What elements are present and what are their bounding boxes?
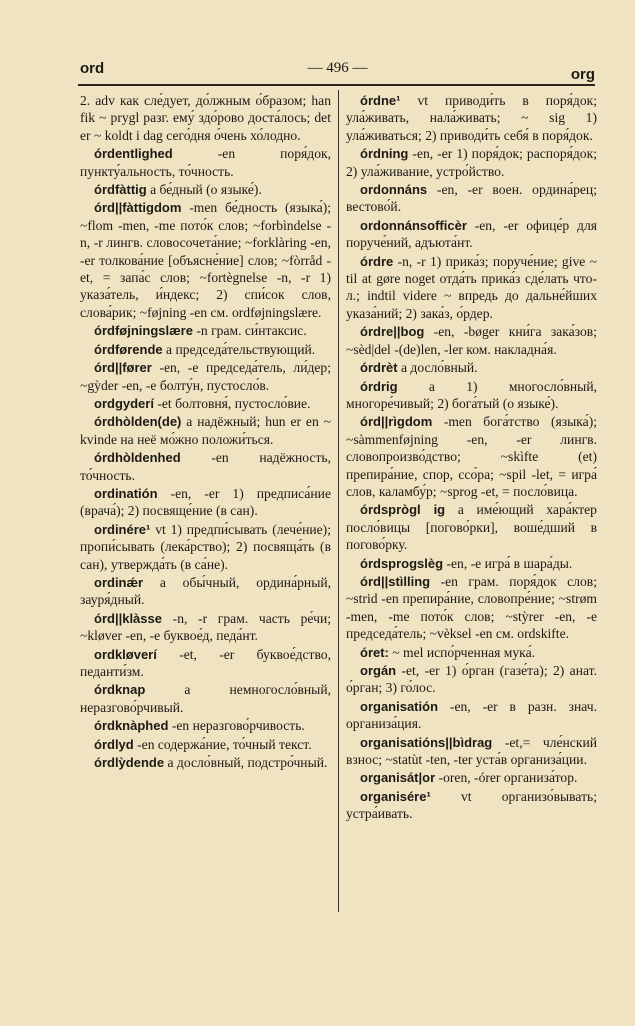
dictionary-entry: [80, 322, 331, 339]
dictionary-entry: [346, 253, 597, 323]
entry-definition: -en, -er офице́р для поруче́ний, адъюта́нт.: [346, 217, 597, 251]
entry-definition: -en, -er 1) предписа́ние (врача́); 2) посвяще́ние (в сан).: [80, 485, 331, 519]
entry-headword: ordgyderí: [94, 395, 154, 411]
page-header: [80, 60, 595, 82]
entry-headword: organisatión: [360, 698, 439, 714]
entry-headword: órdsprogslèg: [360, 555, 444, 571]
entry-definition: -en неразгово́рчивость.: [171, 718, 305, 734]
entry-definition: -en, -er 1) поря́док; распоря́док; 2) ула́живание, устро́йство.: [346, 146, 597, 179]
entry-headword: ordinǽr: [94, 574, 144, 590]
entry-headword: órd||rìgdom: [360, 414, 433, 430]
entry-headword: organisére¹: [360, 788, 431, 804]
entry-headword: órdknàphed: [94, 718, 169, 734]
dictionary-entry: [346, 573, 597, 643]
left-running-headword: ord: [80, 60, 105, 77]
dictionary-entry: [80, 341, 331, 358]
entry-definition: 2. adv как сле́дует, до́лжным о́бразом; han fik ~ prygl разг. ему́ здо́рово доста́лось; det er ~ koldt i dag сего́дня о́чень хо́лодно.: [80, 93, 331, 143]
entry-definition: vt приводи́ть в поря́док; ула́живать, нала́живать; ~ sig 1) ула́живаться; 2) приводи́ть себя́ в поря́док.: [346, 93, 597, 143]
entry-headword: organisát|or: [360, 770, 436, 786]
dictionary-entry: [80, 646, 331, 681]
dictionary-entry: [346, 662, 597, 697]
entry-definition: a надёжный; hun er en ~ kvinde на неё мо́жно положи́ться.: [80, 414, 331, 447]
entry-headword: ordonnáns: [360, 182, 428, 198]
dictionary-entry: [346, 788, 597, 823]
dictionary-entry: [80, 449, 331, 484]
entry-headword: ordonnánsofficèr: [360, 217, 467, 233]
entry-definition: -et, -er 1) о́рган (газе́та); 2) анат. о́рган; 3) го́лос.: [346, 663, 597, 696]
dictionary-entry: [80, 610, 331, 645]
dictionary-entry: [80, 574, 331, 609]
dictionary-entry: [346, 769, 597, 786]
entry-definition: -en, -er в разн. знач. организа́ция.: [346, 698, 597, 732]
dictionary-entry: [80, 521, 331, 573]
entry-definition: -en, -er воен. ордина́рец; вестово́й.: [346, 182, 597, 215]
entry-headword: órd||fàttigdom: [94, 200, 182, 216]
entry-definition: -en, -e игра́ в шара́ды.: [446, 555, 573, 571]
entry-headword: órdning: [360, 146, 409, 162]
entry-headword: órdlỳdende: [94, 755, 165, 771]
dictionary-entry: [346, 378, 597, 413]
entry-definition: -en содержа́ние, то́чный текст.: [137, 736, 312, 752]
entry-definition: -oren, -órer организа́тор.: [438, 770, 578, 786]
entry-definition: -n, -r 1) прика́з; поруче́ние; give ~ til at gøre noget отда́ть прика́з сде́лать что-л.; indtil videre ~ впредь до дальне́йших указа́ний; 2) зака́з, о́рдер.: [346, 253, 597, 321]
entry-definition: -et, -er буквое́дство, педанти́зм.: [80, 646, 331, 679]
entry-headword: órdre||bog: [360, 324, 425, 340]
entry-headword: órd||fører: [94, 360, 152, 376]
dictionary-entry: [80, 181, 331, 198]
entry-definition: vt 1) предпи́сывать (лече́ние); пропи́сывать (лека́рство); 2) посвяща́ть (в сан), утвержда́ть (в са́не).: [80, 521, 331, 572]
dictionary-entry: [346, 501, 597, 553]
dictionary-entry: [80, 736, 331, 753]
entry-definition: ~ mel испо́рченная мука́.: [392, 644, 536, 660]
entry-headword: órdhòldenhed: [94, 450, 181, 466]
entry-definition: -en, -bøger кни́га зака́зов; ~sèd|del -(de)len, -ler ком. накладна́я.: [346, 324, 597, 357]
entry-headword: órdføjningslære: [94, 323, 193, 339]
dictionary-entry: [346, 359, 597, 376]
dictionary-entry: [80, 754, 331, 771]
entry-headword: ordkløverí: [94, 646, 157, 662]
entry-headword: ordinatión: [94, 485, 158, 501]
entry-definition: -men бога́тство (языка́); ~sàmmenføjning -en, -er лингв. словопроизво́дство; ~skìfte (et) препира́ние, спор, ссо́ра; ~spil -let, = игра́ слов, каламбу́р; ~sprog -et, = посло́вица.: [346, 414, 597, 499]
entry-headword: órdne¹: [360, 93, 401, 108]
page-number: — 496 —: [307, 60, 368, 76]
entry-headword: ordinére¹: [94, 521, 151, 537]
entry-headword: órdsprògl ig: [360, 502, 446, 518]
entry-definition: a досло́вный, подстро́чный.: [167, 755, 328, 771]
entry-headword: órdfàttig: [94, 182, 147, 198]
entry-definition: -en, -e председа́тель, ли́дер; ~gỳder -en, -e болту́н, пустосло́в.: [80, 360, 331, 393]
dictionary-entry: [346, 644, 597, 661]
entry-headword: organisatións||bìdrag: [360, 734, 493, 750]
dictionary-entry: [80, 717, 331, 734]
entry-headword: órdførende: [94, 341, 163, 357]
entry-headword: órdrig: [360, 378, 398, 394]
entry-headword: órd||stìlling: [360, 573, 431, 589]
dictionary-entry: [80, 145, 331, 180]
entry-definition: -n грам. си́нтаксис.: [196, 323, 307, 339]
dictionary-entry: [80, 485, 331, 520]
dictionary-entry: [346, 698, 597, 733]
entry-headword: orgán: [360, 663, 397, 678]
entry-definition: a обы́чный, ордина́рный, зауря́дный.: [80, 574, 331, 608]
dictionary-entry: [346, 323, 597, 358]
dictionary-entry: [80, 92, 331, 144]
entry-definition: vt организо́вывать; устра́ивать.: [346, 788, 597, 822]
entry-headword: órd||klàsse: [94, 610, 162, 626]
entry-headword: órdre: [360, 253, 394, 269]
dictionary-entry: [346, 413, 597, 500]
entry-headword: órdentlighed: [94, 146, 173, 162]
entry-headword: órdhòlden(de): [94, 414, 182, 430]
header-rule: [78, 84, 595, 86]
entry-headword: óret:: [360, 644, 389, 660]
entry-definition: -en надёжность, то́чность.: [80, 450, 331, 483]
dictionary-entry: [80, 395, 331, 412]
entry-definition: a 1) многосло́вный, многоре́чивый; 2) бога́тый (о языке́).: [346, 378, 597, 411]
entry-headword: órdknap: [94, 682, 146, 698]
dictionary-entry: [80, 199, 331, 321]
entry-definition: -men бе́дность (языка́); ~flom -men, -me пото́к слов; ~forbìndelse -n, -r лингв. словосочета́ние; ~forklàring -en, -er толкова́ние [объясне́ние] слов; ~fòrråd -et, = запа́с слов; ~fortègnelse -n, -r 1) указа́тель, и́ндекс; 2) спи́сок слов, слова́рик; ~føjning -en см. ordføjningslære.: [80, 200, 331, 320]
entry-definition: a досло́вный.: [400, 360, 478, 376]
entry-definition: -n, -r грам. часть ре́чи; ~kløver -en, -e буквое́д, педа́нт.: [80, 610, 331, 644]
left-column: [80, 92, 331, 772]
dictionary-entry: [346, 92, 597, 144]
entry-headword: órdrèt: [360, 360, 398, 376]
entry-definition: a име́ющий хара́ктер посло́вицы [погово́рки], воше́дший в погово́рку.: [346, 502, 597, 553]
entry-definition: -et болтовня́, пустосло́вие.: [157, 395, 311, 411]
dictionary-entry: [80, 359, 331, 394]
entry-definition: a председа́тельствующий.: [166, 341, 316, 357]
column-divider: [338, 90, 339, 912]
entry-definition: a бе́дный (о языке́).: [150, 182, 262, 198]
entry-definition: -et,= чле́нский взнос; ~statùt -ten, -ter уста́в организа́ции.: [346, 734, 597, 768]
right-running-headword: org: [570, 66, 595, 83]
right-column: [346, 92, 597, 824]
dictionary-entry: [346, 555, 597, 572]
entry-definition: -en грам. поря́док слов; ~strid -en препира́ние, словопре́ние; ~strøm -men, -me пото́к слов; ~stỳrer -en, -e председа́тель; ~vèksel -en см. ordskifte.: [346, 573, 597, 642]
dictionary-entry: [346, 217, 597, 252]
dictionary-entry: [80, 413, 331, 448]
dictionary-entry: [346, 145, 597, 180]
entry-definition: -en поря́док, пункту́альность, то́чность.: [80, 146, 331, 179]
entry-definition: a немногосло́вный, неразгово́рчивый.: [80, 682, 331, 715]
entry-headword: órdlyd: [94, 736, 134, 752]
dictionary-entry: [346, 734, 597, 769]
dictionary-entry: [80, 681, 331, 716]
dictionary-entry: [346, 181, 597, 216]
